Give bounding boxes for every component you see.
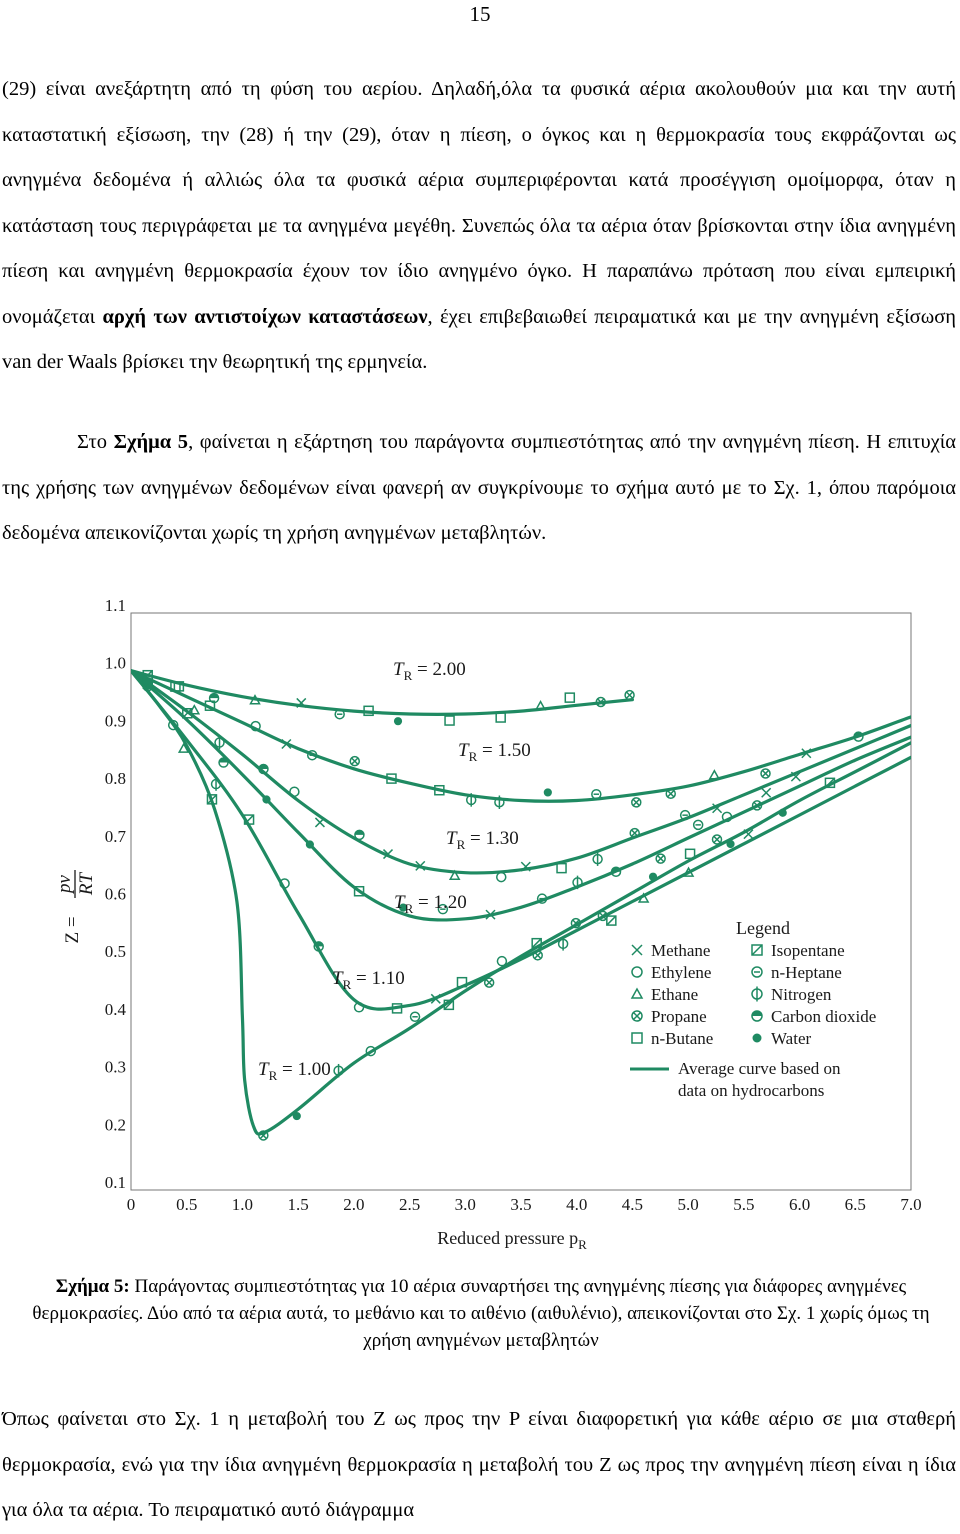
- svg-text:Z =: Z =: [62, 916, 83, 944]
- legend-item-label: Ethylene: [651, 963, 712, 982]
- data-marker: [632, 798, 641, 807]
- x-axis-label: Reduced pressure $p_R$: [437, 1228, 587, 1252]
- data-marker: [485, 978, 494, 987]
- data-marker: [496, 713, 505, 722]
- y-tick-label: 0.3: [104, 1057, 126, 1077]
- paragraph-3: [2, 1397, 956, 1534]
- x-tick-label: 7.0: [900, 1195, 922, 1214]
- data-marker: [445, 716, 454, 725]
- data-marker: [710, 771, 719, 779]
- y-tick-label: 0.7: [104, 826, 126, 846]
- data-marker: [306, 841, 313, 848]
- legend-item-label: Methane: [651, 941, 711, 960]
- data-marker: [592, 790, 601, 799]
- figure-caption: [18, 1273, 944, 1354]
- data-marker: [411, 1012, 420, 1021]
- data-marker: [557, 864, 566, 873]
- y-tick-label: 0.1: [104, 1173, 126, 1192]
- x-tick-label: 6.0: [788, 1195, 811, 1214]
- legend-average-label: data on hydrocarbons: [678, 1081, 825, 1100]
- x-tick-label: 3.0: [454, 1195, 476, 1214]
- x-tick-label: 2.5: [398, 1195, 421, 1214]
- data-marker: [497, 873, 506, 882]
- x-tick-label: 0: [126, 1195, 136, 1214]
- curve-label: $T_R = 1.50$: [458, 740, 531, 764]
- data-marker: [293, 1112, 300, 1119]
- x-tick-label: 0.5: [176, 1195, 198, 1214]
- curve-t-r-1-20: [131, 671, 911, 920]
- legend-item-label: Carbon dioxide: [771, 1007, 877, 1026]
- legend-item-label: Propane: [651, 1007, 707, 1026]
- legend: [624, 916, 906, 1111]
- data-marker: [612, 867, 621, 876]
- data-marker: [694, 820, 703, 829]
- legend-item-label: n-Heptane: [771, 963, 842, 982]
- data-marker: [593, 852, 602, 866]
- data-marker: [315, 818, 324, 827]
- y-tick-label: 1.0: [104, 653, 126, 673]
- text-run: , φαίνεται η εξάρτηση του παράγοντα συμπιεστότητας από την ανηγμένη πίεση. Η επιτυχία της χρήσης των ανηγμένων δεδομένων είναι φανερή αν συγκρίνουμε το σχήμα αυτό με το Σχ. 1, όπου παρόμοια δεδομένα απεικονίζονται χωρίς τη χρήση ανηγμένων μεταβλητών.: [2, 431, 956, 544]
- x-tick-label: 5.5: [733, 1195, 755, 1214]
- x-tick-label: 4.0: [566, 1195, 588, 1214]
- page-number: 15: [469, 2, 491, 26]
- data-marker: [497, 957, 506, 966]
- curve-t-r-1-30: [131, 671, 911, 873]
- y-axis-label: [54, 870, 97, 944]
- legend-average-label: Average curve based on: [678, 1059, 841, 1078]
- text-run: Στο: [77, 431, 114, 453]
- y-tick-label: 0.8: [104, 769, 126, 789]
- data-marker: [649, 873, 656, 880]
- curve-label: $T_R = 1.10$: [332, 968, 405, 992]
- filled-circle-icon: [753, 1034, 761, 1042]
- data-marker: [713, 835, 722, 844]
- y-tick-label: 0.5: [104, 942, 126, 962]
- paragraph-1: [2, 67, 956, 386]
- bold-text: αρχή των αντιστοίχων καταστάσεων: [102, 305, 428, 328]
- data-marker: [727, 840, 734, 847]
- svg-text:RT: RT: [76, 872, 97, 896]
- data-marker: [544, 789, 551, 796]
- data-marker: [565, 693, 574, 702]
- y-tick-labels: [105, 598, 127, 1192]
- data-marker: [394, 718, 401, 725]
- text-run: Όπως φαίνεται στο Σχ. 1 η μεταβολή του Z ως προς την P είναι διαφορετική για κάθε αέριο σε μια σταθερή θερμοκρασία, ενώ για την ίδια ανηγμένη θερμοκρασία η μεταβολή του Z ως προς την ανηγμένη πίεση είναι η ίδια για όλα τα αέρια. Το πειραματικό αυτό διάγραμμα: [2, 1408, 956, 1521]
- data-marker: [656, 854, 665, 863]
- legend-item-label: Water: [771, 1029, 812, 1048]
- curve-label: $T_R = 1.00$: [258, 1059, 331, 1083]
- y-tick-label: 0.6: [104, 884, 126, 904]
- data-marker: [350, 757, 359, 766]
- x-tick-labels: [127, 1195, 922, 1214]
- compressibility-chart: [0, 598, 960, 1263]
- x-tick-label: 3.5: [510, 1195, 532, 1214]
- data-marker: [625, 691, 634, 700]
- legend-item-label: Isopentane: [771, 941, 845, 960]
- paragraph-2: [2, 420, 956, 557]
- legend-item-label: Ethane: [651, 985, 699, 1004]
- x-tick-label: 5.0: [677, 1195, 699, 1214]
- y-tick-label: 0.4: [104, 999, 126, 1019]
- curve-label: $T_R = 1.20$: [394, 892, 467, 916]
- data-marker: [762, 788, 771, 797]
- data-marker: [355, 830, 364, 839]
- x-tick-label: 6.5: [844, 1195, 866, 1214]
- text-run: Παράγοντας συμπιεστότητας για 10 αέρια συναρτήσει της ανηγμένης πίεσης για διάφορες ανηγμένες θερμοκρασίες. Δύο από τα αέρια αυτά, το μεθάνιο και το αιθένιο (αιθυλένιο), απεικονίζονται στο Σχ. 1 χωρίς όμως τη χρήση ανηγμένων μεταβλητών: [32, 1276, 930, 1351]
- y-tick-label: 0.2: [104, 1115, 126, 1135]
- bold-text: Σχήμα 5: [113, 431, 189, 453]
- data-marker: [761, 769, 770, 778]
- x-tick-label: 1.0: [231, 1195, 254, 1214]
- legend-item-label: Nitrogen: [771, 985, 832, 1004]
- curve-label: $T_R = 1.30$: [446, 828, 519, 852]
- x-tick-label: 1.5: [287, 1195, 309, 1214]
- text-run: , έχει επιβεβαιωθεί πειραματικά και με την ανηγμένη εξίσωση van der Waals βρίσκει την θεωρητική της ερμηνεία.: [2, 305, 956, 373]
- y-tick-label: 0.9: [104, 711, 126, 731]
- text-run: (29) είναι ανεξάρτητη από τη φύση του αερίου. Δηλαδή,όλα τα φυσικά αέρια ακολουθούν μια και την αυτή καταστατική εξίσωση, την (28) ή την (29), όταν η πίεση, ο όγκος και η θερμοκρασία τους εκφράζονται ως ανηγμένα δεδομένα ή αλλιώς όλα τα φυσικά αέρια συμπεριφέρονται κατά προσέγγιση ομοίμορφα, όταν η κατάσταση τους περιγράφεται με τα ανηγμένα μεγέθη. Συνεπώς όλα τα αέρια όταν βρίσκονται στην ίδια ανηγμένη πίεση και ανηγμένη θερμοκρασία έχουν τον ίδιο ανηγμένο όγκο. Η παραπάνω πρόταση που είναι εμπειρική ονομάζεται: [2, 78, 956, 328]
- y-tick-label: 1.1: [104, 598, 126, 615]
- x-tick-label: 2.0: [343, 1195, 365, 1214]
- legend-title: Legend: [736, 918, 790, 938]
- data-marker: [263, 796, 270, 803]
- svg-text:pv: pv: [54, 875, 75, 893]
- data-marker: [779, 809, 786, 816]
- bold-text: Σχήμα 5:: [55, 1276, 130, 1297]
- legend-item-label: n-Butane: [651, 1029, 714, 1048]
- data-marker: [607, 916, 616, 925]
- data-marker: [290, 787, 299, 796]
- curve-label: $T_R = 2.00$: [393, 659, 466, 683]
- data-marker: [219, 758, 228, 767]
- x-tick-label: 4.5: [621, 1195, 644, 1214]
